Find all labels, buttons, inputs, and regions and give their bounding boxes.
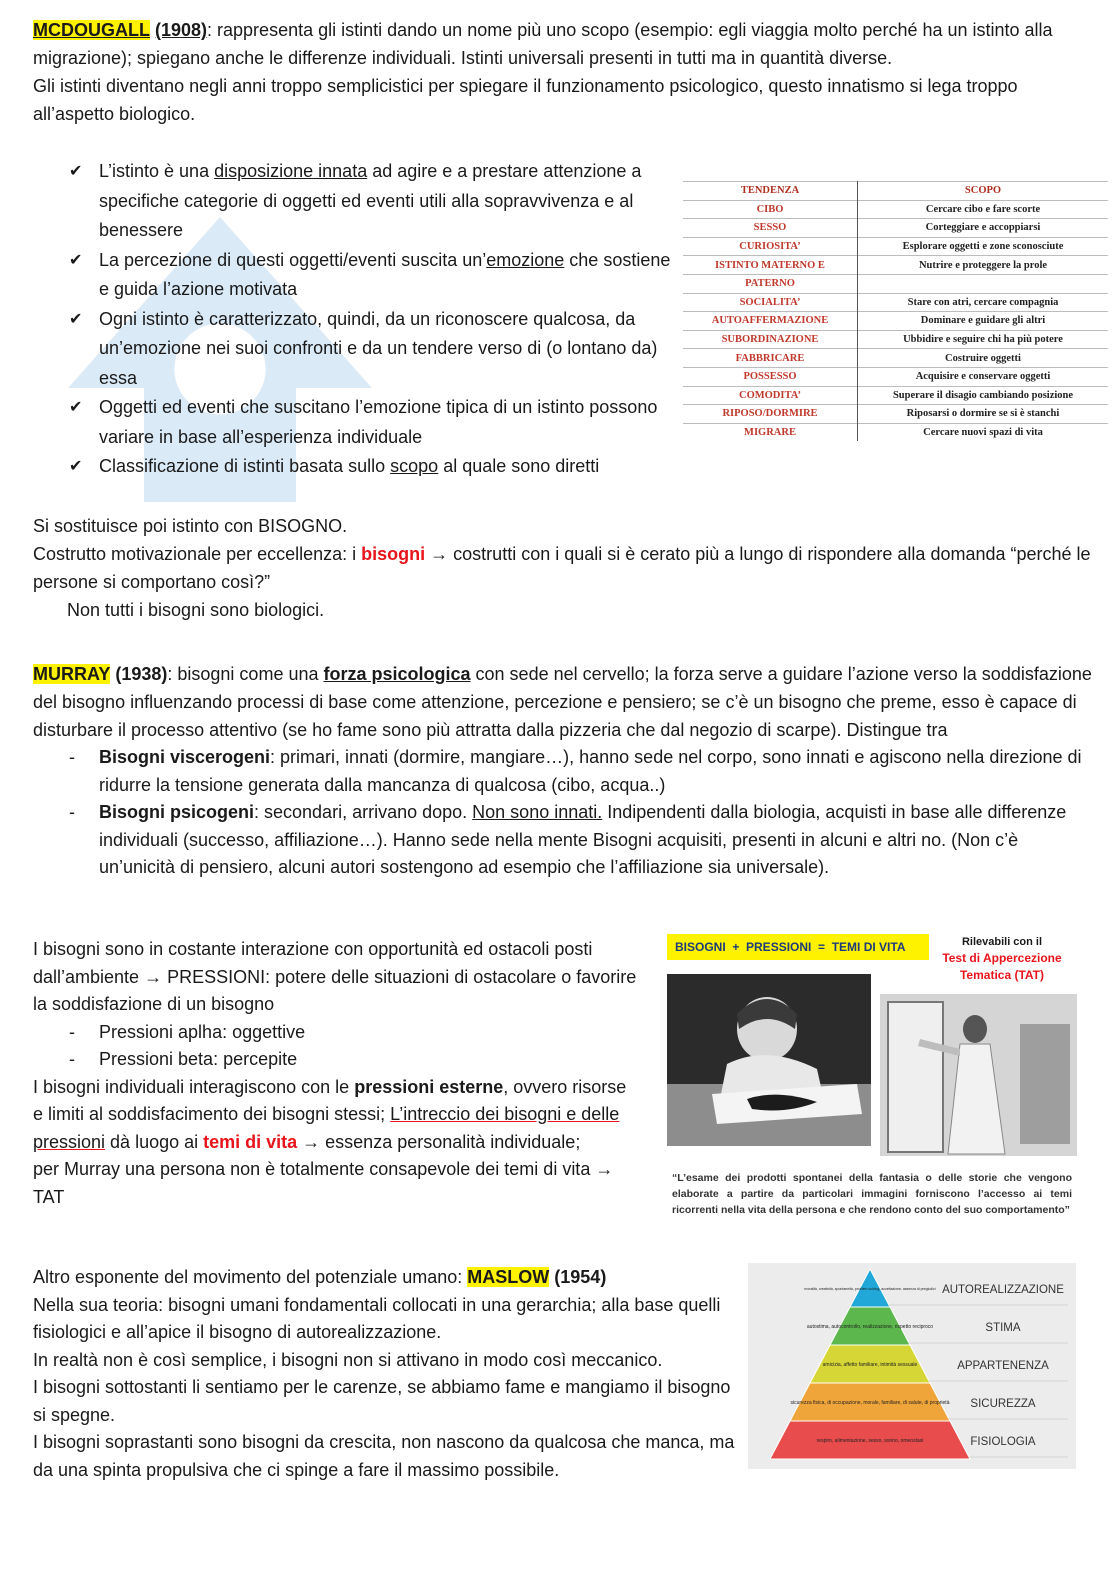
- maslow-pyramid-figure: [748, 1263, 1076, 1469]
- maslow-pyramid: [748, 1263, 1076, 1469]
- murray-psicogeni: - Bisogni psicogeni: secondari, arrivano dopo. Non sono innati. Indipendenti dalla biologia, acquisti in base alle differenze individuali (successo, affiliazione…). Hanno sede nella mente Bisogni acquisiti, presenti in alcuni e altri no. (Non c’è un’unicità di pensiero, alcuni autori sostengono ad esempio che l’affiliazione sia universale).: [33, 799, 1093, 882]
- pressioni-alpha: - Pressioni aplha: oggettive: [33, 1019, 638, 1047]
- pyramid-level-label: AUTOREALIZZAZIONE: [942, 1284, 1064, 1296]
- table-row: [683, 219, 1108, 238]
- scopo-cell: [858, 274, 1109, 293]
- scopo-cell: Cercare nuovi spazi di vita: [858, 423, 1109, 441]
- table-row: [683, 405, 1108, 424]
- table-row: [683, 330, 1108, 349]
- pressioni-p2: I bisogni individuali interagiscono con le pressioni esterne, ovvero risorse e limiti al soddisfacimento dei bisogni stessi; L’intreccio dei bisogni e delle pressioni dà luogo ai temi di vita → essenza personalità individuale;: [33, 1076, 627, 1152]
- murray-section: [33, 660, 1093, 882]
- tendenza-cell: RIPOSO/DORMIRE: [683, 405, 858, 424]
- tendenza-cell: POSSESSO: [683, 367, 858, 386]
- maslow-p4: I bisogni soprastanti sono bisogni da crescita, non nascono da qualcosa che manca, ma da una spinta propulsiva che ci spinge a fare il massimo possibile.: [33, 1432, 735, 1480]
- tendenza-cell: AUTOAFFERMAZIONE: [683, 312, 858, 331]
- table-row: [683, 386, 1108, 405]
- mcdougall-name: MCDOUGALL: [33, 20, 150, 40]
- instinct-table: [683, 181, 1108, 441]
- table-row: [683, 293, 1108, 312]
- scopo-cell: Acquisire e conservare oggetti: [858, 367, 1109, 386]
- scopo-cell: Stare con atri, cercare compagnia: [858, 293, 1109, 312]
- table-row: [683, 312, 1108, 331]
- tat-test-name: Test di Appercezione Tematica (TAT): [942, 951, 1062, 982]
- tat-rilevabili: Rilevabili con il: [961, 936, 1043, 948]
- table-row: [683, 349, 1108, 368]
- instinct-table-wrapper: [683, 181, 1108, 441]
- check-item: ✔ La percezione di questi oggetti/eventi suscita un’emozione che sostiene e guida l’azione motivata: [33, 246, 673, 305]
- pyramid-level-content: sicurezza fisica, di occupazione, morale, familiare, di salute, di proprietà: [790, 1400, 950, 1406]
- tendenza-cell: FABBRICARE: [683, 349, 858, 368]
- maslow-intro: Altro esponente del movimento del potenziale umano: MASLOW (1954): [33, 1267, 607, 1287]
- pressioni-p3: per Murray una persona non è totalmente consapevole dei temi di vita → TAT: [33, 1159, 614, 1207]
- maslow-section: [33, 1264, 738, 1484]
- pyramid-level-label: APPARTENENZA: [957, 1360, 1049, 1372]
- murray-viscerogeni: - Bisogni viscerogeni: primari, innati (dormire, mangiare…), hanno sede nel corpo, sono innati e agiscono nella direzione di ridurre la tensione generata dalla mancanza di qualcosa (cibo, acqua..): [33, 744, 1093, 799]
- murray-intro: MURRAY (1938): bisogni come una forza psicologica con sede nel cervello; la forza serve a guidare l’azione verso la soddisfazione del bisogno influenzando processi di base come attenzione, percezione e pensiero; se c’è un bisogno che preme, esso è capace di disturbare il processo attentivo (se ho fame sono più attratta dalla pizzeria che dal negozio di scarpe). Distingue tra: [33, 664, 1092, 740]
- table-header-scopo: SCOPO: [858, 182, 1109, 201]
- bisogno-line1: Si sostituisce poi istinto con BISOGNO.: [33, 516, 348, 536]
- pressioni-p1: I bisogni sono in costante interazione con opportunità ed ostacoli posti dall’ambiente → PRESSIONI: potere delle situazioni di ostacolare o favorire la soddisfazione di un bisogno: [33, 939, 637, 1014]
- pyramid-level-label: STIMA: [985, 1322, 1021, 1334]
- tat-boy-violin-image: [667, 974, 871, 1146]
- bisogno-line3: Non tutti i bisogni sono biologici.: [67, 600, 325, 620]
- pyramid-level-content: autostima, autocontrollo, realizzazione, rispetto reciproco: [806, 1324, 934, 1330]
- scopo-cell: Costruire oggetti: [858, 349, 1109, 368]
- tat-quote: “L’esame dei prodotti spontanei della fantasia o delle storie che vengono elaborate a partire da particolari immagini forniscono l’accesso ai temi ricorrenti nella vita della persona e che rendono conto del suo comportamento”: [672, 1172, 1072, 1216]
- mcdougall-intro: [33, 16, 1093, 72]
- maslow-p2: In realtà non è così semplice, i bisogni non si attivano in modo così meccanico.: [33, 1349, 663, 1370]
- table-header-tendenza: TENDENZA: [683, 182, 858, 201]
- maslow-name: MASLOW: [467, 1267, 550, 1287]
- pressioni-beta: - Pressioni beta: percepite: [33, 1046, 638, 1074]
- pyramid-level-content: moralità, creatività, spontaneità, problem solving, accettazione, assenza di pregiudizi: [804, 1287, 936, 1291]
- murray-name: MURRAY: [33, 664, 111, 684]
- table-row: [683, 200, 1108, 219]
- scopo-cell: Cercare cibo e fare scorte: [858, 200, 1109, 219]
- scopo-cell: Riposarsi o dormire se si è stanchi: [858, 405, 1109, 424]
- pyramid-level-content: amicizia, affetto familiare, intimità sessuale: [822, 1362, 918, 1368]
- check-item: ✔ Classificazione di istinti basata sullo scopo al quale sono diretti: [33, 452, 673, 482]
- tat-figure: [667, 934, 1087, 1244]
- tendenza-cell: SESSO: [683, 219, 858, 238]
- table-row: [683, 367, 1108, 386]
- check-item: ✔ Oggetti ed eventi che suscitano l’emozione tipica di un istinto possono variare in base all’esperienza individuale: [33, 393, 673, 452]
- mcdougall-section: [33, 16, 1093, 128]
- pyramid-level-label: SICUREZZA: [970, 1398, 1036, 1410]
- pyramid-level-content: respiro, alimentazione, sesso, sonno, omeostasi: [816, 1438, 924, 1444]
- tendenza-cell: CIBO: [683, 200, 858, 219]
- pyramid-level-label: FISIOLOGIA: [970, 1436, 1036, 1448]
- bisogno-section: [33, 512, 1093, 624]
- scopo-cell: Nutrire e proteggere la prole: [858, 256, 1109, 275]
- scopo-cell: Superare il disagio cambiando posizione: [858, 386, 1109, 405]
- scopo-cell: Esplorare oggetti e zone sconosciute: [858, 237, 1109, 256]
- scopo-cell: Ubbidire e seguire chi ha più potere: [858, 330, 1109, 349]
- scopo-cell: Corteggiare e accoppiarsi: [858, 219, 1109, 238]
- tendenza-cell: PATERNO: [683, 274, 858, 293]
- mcdougall-para2: Gli istinti diventano negli anni troppo semplicistici per spiegare il funzionamento psicologico, questo innatismo si lega troppo all’aspetto biologico.: [33, 76, 1018, 124]
- mcdougall-year: (1908): [155, 20, 208, 40]
- tendenza-cell: COMODITA’: [683, 386, 858, 405]
- scopo-cell: Dominare e guidare gli altri: [858, 312, 1109, 331]
- tendenza-cell: SOCIALITA’: [683, 293, 858, 312]
- table-row: [683, 274, 1108, 293]
- table-row: [683, 423, 1108, 441]
- tendenza-cell: ISTINTO MATERNO E: [683, 256, 858, 275]
- bisogno-line2: Costrutto motivazionale per eccellenza: i bisogni → costrutti con i quali si è cerato più a lungo di rispondere alla domanda “perché le persone si comportano così?”: [33, 544, 1091, 592]
- maslow-p3: I bisogni sottostanti li sentiamo per le carenze, se abbiamo fame e mangiamo il bisogno si spegne.: [33, 1377, 731, 1425]
- pressioni-section: [33, 936, 638, 1211]
- check-item: ✔ Ogni istinto è caratterizzato, quindi, da un riconoscere qualcosa, da un’emozione nei suoi confronti e da un tendere verso di (o lontano da) essa: [33, 305, 673, 394]
- tendenza-cell: MIGRARE: [683, 423, 858, 441]
- tat-woman-door-image: [880, 994, 1077, 1156]
- table-row: [683, 237, 1108, 256]
- tendenza-cell: CURIOSITA’: [683, 237, 858, 256]
- mcdougall-intro-text: : rappresenta gli istinti dando un nome più uno scopo (esempio: egli viaggia molto perché ha un istinto alla migrazione); spiegano anche le differenze individuali. Istinti universali presenti in tutti ma in quantità diverse.: [33, 20, 1053, 68]
- mcdougall-checklist: [33, 157, 673, 482]
- tendenza-cell: SUBORDINAZIONE: [683, 330, 858, 349]
- table-row: [683, 256, 1108, 275]
- maslow-p1: Nella sua teoria: bisogni umani fondamentali collocati in una gerarchia; alla base quelli fisiologici e all’apice il bisogno di autorealizzazione.: [33, 1294, 721, 1342]
- check-item: ✔ L’istinto è una disposizione innata ad agire e a prestare attenzione a specifiche categorie di oggetti ed eventi utili alla sopravvivenza e al benessere: [33, 157, 673, 246]
- tat-formula: BISOGNI + PRESSIONI = TEMI DI VITA: [667, 934, 929, 960]
